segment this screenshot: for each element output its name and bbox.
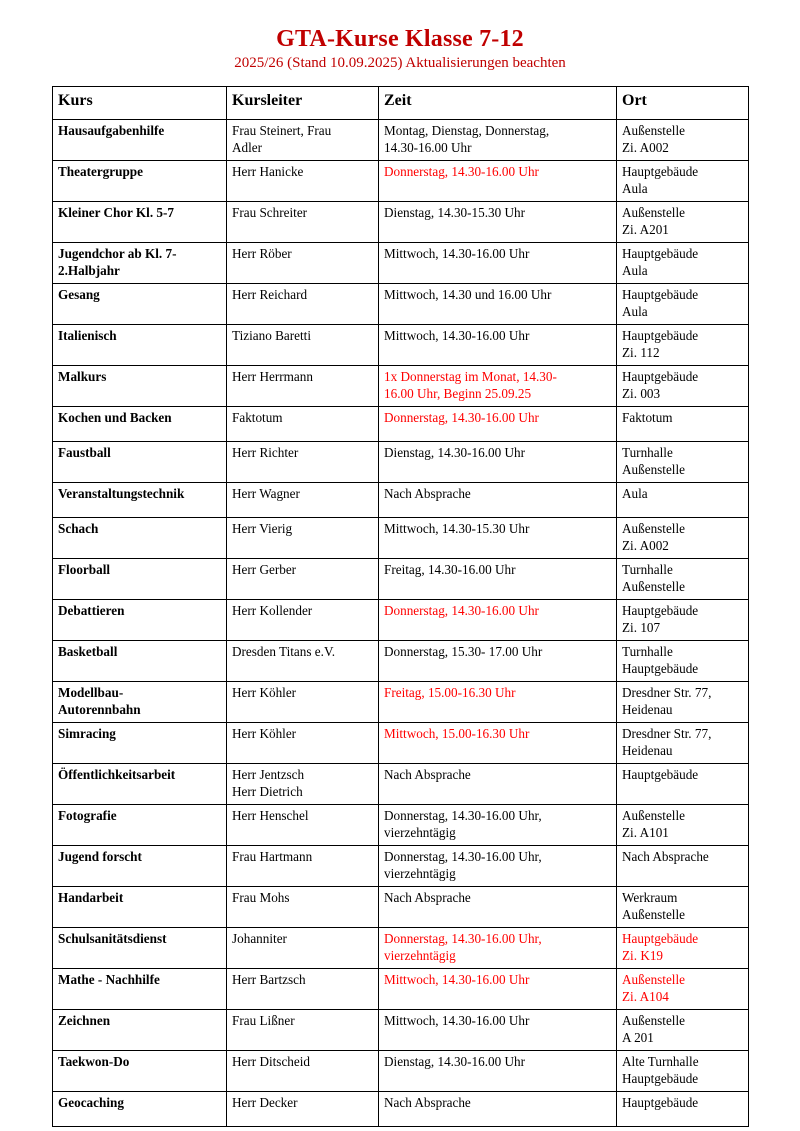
cell-line: Hauptgebäude <box>622 328 699 343</box>
table-row <box>53 723 749 764</box>
table-row <box>53 284 749 325</box>
cell-ort <box>617 243 749 284</box>
cell-kurs <box>53 120 227 161</box>
cell-line: Mittwoch, 14.30-16.00 Uhr <box>384 972 530 987</box>
cell-line: Adler <box>232 139 263 155</box>
cell-ort <box>617 366 749 407</box>
cell-kurs <box>53 483 227 518</box>
cell-kursleiter <box>227 559 379 600</box>
cell-line: Zi. A002 <box>622 139 669 155</box>
cell-line: Zi. A101 <box>622 824 669 840</box>
cell-zeit <box>379 559 617 600</box>
cell-line: Außenstelle <box>622 205 685 220</box>
cell-line: Zi. A002 <box>622 537 669 553</box>
cell-ort <box>617 483 749 518</box>
cell-line: Herr Richter <box>232 445 299 460</box>
cell-ort <box>617 600 749 641</box>
cell-line: Nach Absprache <box>384 486 471 501</box>
cell-line: Montag, Dienstag, Donnerstag, <box>384 123 550 138</box>
cell-line: Jugendchor ab Kl. 7- <box>58 246 177 261</box>
cell-line: Mittwoch, 14.30-15.30 Uhr <box>384 521 530 536</box>
cell-kurs <box>53 764 227 805</box>
cell-line: 2.Halbjahr <box>58 262 120 278</box>
cell-line: Mittwoch, 14.30-16.00 Uhr <box>384 1013 530 1028</box>
cell-ort <box>617 723 749 764</box>
cell-line: Gesang <box>58 287 100 302</box>
cell-zeit <box>379 325 617 366</box>
cell-zeit <box>379 969 617 1010</box>
cell-line: Zi. K19 <box>622 947 664 963</box>
cell-kursleiter <box>227 969 379 1010</box>
cell-kurs <box>53 442 227 483</box>
cell-kurs <box>53 1010 227 1051</box>
cell-zeit <box>379 1051 617 1092</box>
cell-line: Herr Decker <box>232 1095 298 1110</box>
cell-ort <box>617 442 749 483</box>
cell-zeit <box>379 1092 617 1127</box>
cell-line: Nach Absprache <box>384 890 471 905</box>
cell-kursleiter <box>227 366 379 407</box>
cell-line: Aula <box>622 486 648 501</box>
cell-kursleiter <box>227 161 379 202</box>
column-header-kurs: Kurs <box>53 87 227 120</box>
cell-line: Öffentlichkeitsarbeit <box>58 767 176 782</box>
cell-line: Donnerstag, 14.30-16.00 Uhr <box>384 603 539 618</box>
cell-line: Zeichnen <box>58 1013 111 1028</box>
cell-line: Donnerstag, 14.30-16.00 Uhr, <box>384 931 542 946</box>
cell-line: Herr Hanicke <box>232 164 304 179</box>
cell-line: Außenstelle <box>622 521 685 536</box>
cell-line: Hauptgebäude <box>622 603 699 618</box>
cell-line: Johanniter <box>232 931 287 946</box>
cell-line: Herr Köhler <box>232 685 297 700</box>
cell-line: Malkurs <box>58 369 107 384</box>
cell-zeit <box>379 407 617 442</box>
column-header-kursleiter: Kursleiter <box>227 87 379 120</box>
cell-line: Frau Mohs <box>232 890 290 905</box>
cell-kursleiter <box>227 120 379 161</box>
table-row <box>53 202 749 243</box>
cell-line: Hauptgebäude <box>622 369 699 384</box>
cell-line: Mittwoch, 15.00-16.30 Uhr <box>384 726 530 741</box>
cell-kurs <box>53 928 227 969</box>
cell-line: vierzehntägig <box>384 824 456 840</box>
cell-ort <box>617 764 749 805</box>
cell-kursleiter <box>227 600 379 641</box>
table-row <box>53 407 749 442</box>
cell-zeit <box>379 928 617 969</box>
cell-zeit <box>379 366 617 407</box>
cell-line: Basketball <box>58 644 118 659</box>
cell-line: Außenstelle <box>622 578 685 594</box>
cell-line: Zi. 107 <box>622 619 661 635</box>
cell-line: Hauptgebäude <box>622 1070 699 1086</box>
cell-ort <box>617 284 749 325</box>
cell-line: Herr Reichard <box>232 287 308 302</box>
cell-zeit <box>379 846 617 887</box>
cell-line: Herr Vierig <box>232 521 293 536</box>
cell-kursleiter <box>227 641 379 682</box>
cell-kursleiter <box>227 243 379 284</box>
cell-zeit <box>379 284 617 325</box>
cell-line: Herr Jentzsch <box>232 767 305 782</box>
cell-line: Simracing <box>58 726 116 741</box>
cell-ort <box>617 559 749 600</box>
cell-ort <box>617 161 749 202</box>
cell-line: Herr Köhler <box>232 726 297 741</box>
cell-kursleiter <box>227 887 379 928</box>
cell-line: Zi. 003 <box>622 385 661 401</box>
cell-line: Kleiner Chor Kl. 5-7 <box>58 205 174 220</box>
page-title: GTA-Kurse Klasse 7-12 <box>276 26 524 52</box>
cell-line: Donnerstag, 15.30- 17.00 Uhr <box>384 644 543 659</box>
cell-line: Turnhalle <box>622 562 673 577</box>
cell-kursleiter <box>227 325 379 366</box>
cell-kurs <box>53 887 227 928</box>
cell-line: Herr Bartzsch <box>232 972 306 987</box>
cell-kurs <box>53 969 227 1010</box>
cell-line: Schulsanitätsdienst <box>58 931 167 946</box>
cell-line: 16.00 Uhr, Beginn 25.09.25 <box>384 385 532 401</box>
table-row <box>53 1051 749 1092</box>
cell-ort <box>617 969 749 1010</box>
cell-line: Donnerstag, 14.30-16.00 Uhr <box>384 410 539 425</box>
cell-zeit <box>379 202 617 243</box>
cell-line: Hauptgebäude <box>622 931 699 946</box>
cell-line: Dienstag, 14.30-16.00 Uhr <box>384 445 526 460</box>
cell-kursleiter <box>227 202 379 243</box>
table-row <box>53 483 749 518</box>
cell-line: Aula <box>622 180 648 196</box>
cell-kurs <box>53 559 227 600</box>
cell-line: Frau Lißner <box>232 1013 295 1028</box>
cell-kursleiter <box>227 723 379 764</box>
cell-ort <box>617 928 749 969</box>
cell-line: Werkraum <box>622 890 678 905</box>
cell-line: Außenstelle <box>622 906 685 922</box>
cell-kursleiter <box>227 518 379 559</box>
cell-line: Freitag, 14.30-16.00 Uhr <box>384 562 516 577</box>
cell-kurs <box>53 243 227 284</box>
cell-line: Aula <box>622 303 648 319</box>
cell-line: Autorennbahn <box>58 701 141 717</box>
cell-line: Donnerstag, 14.30-16.00 Uhr, <box>384 808 542 823</box>
cell-kursleiter <box>227 682 379 723</box>
cell-kurs <box>53 407 227 442</box>
cell-zeit <box>379 682 617 723</box>
cell-line: Aula <box>622 262 648 278</box>
cell-line: Herr Wagner <box>232 486 300 501</box>
table-row <box>53 366 749 407</box>
table-header-row <box>53 87 749 120</box>
cell-line: Faustball <box>58 445 111 460</box>
cell-kursleiter <box>227 764 379 805</box>
cell-line: Heidenau <box>622 701 673 717</box>
cell-ort <box>617 1092 749 1127</box>
page-subtitle: 2025/26 (Stand 10.09.2025) Aktualisierungen beachten <box>234 55 566 71</box>
cell-line: vierzehntägig <box>384 865 456 881</box>
cell-line: Hausaufgabenhilfe <box>58 123 165 138</box>
cell-kursleiter <box>227 483 379 518</box>
cell-line: Turnhalle <box>622 644 673 659</box>
cell-line: Nach Absprache <box>384 767 471 782</box>
cell-line: A 201 <box>622 1029 654 1045</box>
column-header-zeit: Zeit <box>379 87 617 120</box>
cell-line: Zi. A104 <box>622 988 669 1004</box>
table-row <box>53 928 749 969</box>
cell-line: Donnerstag, 14.30-16.00 Uhr, <box>384 849 542 864</box>
cell-kursleiter <box>227 407 379 442</box>
column-header-ort: Ort <box>617 87 749 120</box>
cell-kurs <box>53 284 227 325</box>
cell-kurs <box>53 846 227 887</box>
cell-ort <box>617 641 749 682</box>
cell-ort <box>617 202 749 243</box>
cell-line: Schach <box>58 521 99 536</box>
cell-line: Italienisch <box>58 328 117 343</box>
cell-ort <box>617 407 749 442</box>
cell-line: Jugend forscht <box>58 849 142 864</box>
cell-ort <box>617 120 749 161</box>
cell-line: Debattieren <box>58 603 125 618</box>
cell-line: Mittwoch, 14.30 und 16.00 Uhr <box>384 287 552 302</box>
cell-line: Außenstelle <box>622 461 685 477</box>
cell-line: Dienstag, 14.30-15.30 Uhr <box>384 205 526 220</box>
cell-line: Frau Steinert, Frau <box>232 123 332 138</box>
cell-line: Dresdner Str. 77, <box>622 685 712 700</box>
cell-ort <box>617 325 749 366</box>
cell-line: Geocaching <box>58 1095 124 1110</box>
cell-zeit <box>379 442 617 483</box>
cell-line: Außenstelle <box>622 1013 685 1028</box>
cell-ort <box>617 1010 749 1051</box>
cell-zeit <box>379 518 617 559</box>
cell-line: Dienstag, 14.30-16.00 Uhr <box>384 1054 526 1069</box>
table-row <box>53 846 749 887</box>
table-row <box>53 161 749 202</box>
cell-line: Hauptgebäude <box>622 287 699 302</box>
cell-kursleiter <box>227 284 379 325</box>
cell-kurs <box>53 600 227 641</box>
cell-kurs <box>53 682 227 723</box>
cell-line: Fotografie <box>58 808 117 823</box>
cell-line: Hauptgebäude <box>622 246 699 261</box>
cell-line: Mittwoch, 14.30-16.00 Uhr <box>384 246 530 261</box>
cell-zeit <box>379 161 617 202</box>
cell-kurs <box>53 723 227 764</box>
gta-courses-table <box>52 86 749 1127</box>
cell-line: Herr Ditscheid <box>232 1054 310 1069</box>
cell-line: Herr Henschel <box>232 808 309 823</box>
cell-ort <box>617 682 749 723</box>
cell-kursleiter <box>227 805 379 846</box>
cell-line: vierzehntägig <box>384 947 456 963</box>
cell-kurs <box>53 805 227 846</box>
cell-line: Handarbeit <box>58 890 124 905</box>
cell-kurs <box>53 518 227 559</box>
table-row <box>53 682 749 723</box>
cell-line: Mittwoch, 14.30-16.00 Uhr <box>384 328 530 343</box>
cell-line: Herr Gerber <box>232 562 297 577</box>
cell-ort <box>617 887 749 928</box>
cell-line: Dresdner Str. 77, <box>622 726 712 741</box>
cell-line: Hauptgebäude <box>622 660 699 676</box>
cell-line: Nach Absprache <box>622 849 709 864</box>
cell-zeit <box>379 764 617 805</box>
cell-line: Hauptgebäude <box>622 164 699 179</box>
cell-ort <box>617 846 749 887</box>
table-row <box>53 764 749 805</box>
cell-line: Faktotum <box>622 410 673 425</box>
cell-line: Frau Schreiter <box>232 205 308 220</box>
cell-kurs <box>53 202 227 243</box>
cell-line: Faktotum <box>232 410 283 425</box>
cell-kurs <box>53 1092 227 1127</box>
cell-kursleiter <box>227 928 379 969</box>
cell-kursleiter <box>227 1092 379 1127</box>
table-row <box>53 600 749 641</box>
cell-line: Floorball <box>58 562 111 577</box>
cell-line: Turnhalle <box>622 445 673 460</box>
cell-zeit <box>379 243 617 284</box>
cell-ort <box>617 1051 749 1092</box>
cell-line: Kochen und Backen <box>58 410 172 425</box>
cell-line: Freitag, 15.00-16.30 Uhr <box>384 685 516 700</box>
table-row <box>53 805 749 846</box>
cell-zeit <box>379 887 617 928</box>
cell-line: Herr Kollender <box>232 603 313 618</box>
table-row <box>53 559 749 600</box>
cell-line: Herr Röber <box>232 246 292 261</box>
cell-zeit <box>379 483 617 518</box>
cell-line: Frau Hartmann <box>232 849 313 864</box>
cell-kurs <box>53 1051 227 1092</box>
cell-kursleiter <box>227 1051 379 1092</box>
cell-zeit <box>379 120 617 161</box>
cell-line: Außenstelle <box>622 972 685 987</box>
table-row <box>53 641 749 682</box>
cell-line: Außenstelle <box>622 123 685 138</box>
cell-zeit <box>379 723 617 764</box>
table-row <box>53 120 749 161</box>
cell-line: Taekwon-Do <box>58 1054 130 1069</box>
cell-kurs <box>53 325 227 366</box>
cell-line: Zi. 112 <box>622 344 660 360</box>
table-row <box>53 969 749 1010</box>
table-row <box>53 442 749 483</box>
cell-zeit <box>379 600 617 641</box>
table-row <box>53 887 749 928</box>
cell-line: 1x Donnerstag im Monat, 14.30- <box>384 369 557 384</box>
cell-line: 14.30-16.00 Uhr <box>384 139 472 155</box>
cell-line: Hauptgebäude <box>622 767 699 782</box>
cell-zeit <box>379 1010 617 1051</box>
cell-line: Zi. A201 <box>622 221 669 237</box>
cell-line: Mathe - Nachhilfe <box>58 972 160 987</box>
cell-line: Donnerstag, 14.30-16.00 Uhr <box>384 164 539 179</box>
cell-line: Alte Turnhalle <box>622 1054 699 1069</box>
cell-line: Nach Absprache <box>384 1095 471 1110</box>
cell-ort <box>617 518 749 559</box>
cell-line: Außenstelle <box>622 808 685 823</box>
cell-line: Heidenau <box>622 742 673 758</box>
cell-zeit <box>379 805 617 846</box>
table-row <box>53 243 749 284</box>
table-row <box>53 325 749 366</box>
table-body <box>53 120 749 1127</box>
cell-kursleiter <box>227 846 379 887</box>
table-row <box>53 518 749 559</box>
cell-line: Modellbau- <box>58 685 124 700</box>
table-header <box>53 87 749 120</box>
cell-line: Tiziano Baretti <box>232 328 311 343</box>
cell-line: Herr Dietrich <box>232 783 303 799</box>
cell-line: Hauptgebäude <box>622 1095 699 1110</box>
cell-ort <box>617 805 749 846</box>
cell-line: Theatergruppe <box>58 164 143 179</box>
cell-line: Dresden Titans e.V. <box>232 644 336 659</box>
cell-kursleiter <box>227 442 379 483</box>
cell-line: Veranstaltungstechnik <box>58 486 185 501</box>
cell-kurs <box>53 366 227 407</box>
cell-zeit <box>379 641 617 682</box>
cell-kurs <box>53 641 227 682</box>
table-row <box>53 1092 749 1127</box>
table-row <box>53 1010 749 1051</box>
cell-line: Herr Herrmann <box>232 369 313 384</box>
cell-kurs <box>53 161 227 202</box>
cell-kursleiter <box>227 1010 379 1051</box>
